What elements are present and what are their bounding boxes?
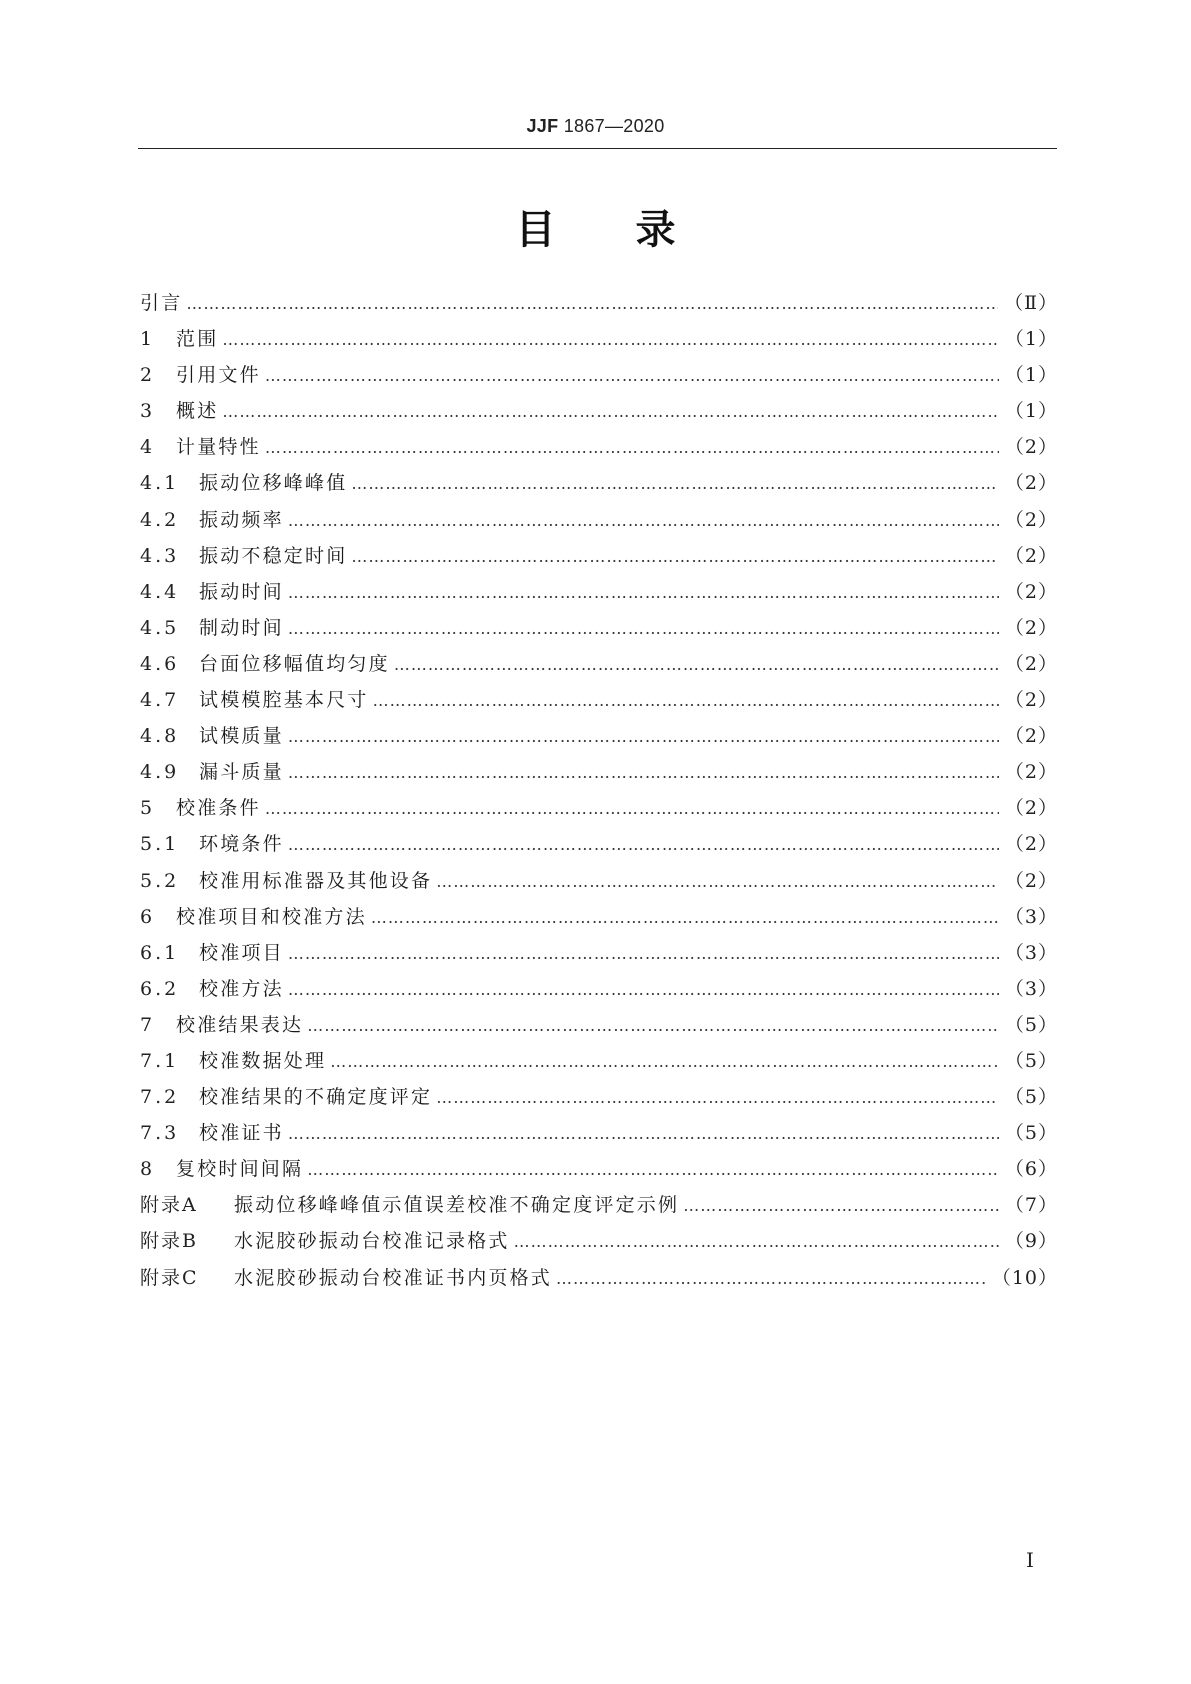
toc-entry-number: 7: [140, 1013, 156, 1036]
toc-entry-title: 漏斗质量: [199, 761, 284, 784]
toc-dot-leader: [288, 507, 999, 535]
toc-entry-page: （2）: [1004, 797, 1058, 820]
toc-entry-page: （7）: [1004, 1194, 1058, 1217]
toc-entry[interactable]: [140, 867, 1058, 903]
toc-dot-leader: [288, 579, 999, 607]
toc-entry[interactable]: [140, 903, 1058, 939]
toc-entry-page: （2）: [1004, 436, 1058, 459]
toc-entry-page: （5）: [1004, 1049, 1058, 1072]
toc-entry-title: 引用文件: [176, 364, 261, 387]
toc-entry-page: （1）: [1004, 400, 1058, 423]
toc-entry[interactable]: [140, 758, 1058, 794]
toc-entry-number: 4.3: [140, 544, 180, 567]
toc-entry[interactable]: [140, 1083, 1058, 1119]
toc-dot-leader: [351, 543, 999, 571]
toc-entry-page: （2）: [1004, 833, 1058, 856]
toc-entry-page: （5）: [1004, 1122, 1058, 1145]
toc-entry-title: 校准项目和校准方法: [176, 905, 367, 928]
footer-page-number: Ⅰ: [1026, 1548, 1034, 1572]
toc-entry[interactable]: [140, 722, 1058, 758]
toc-entry-page: （3）: [1004, 905, 1058, 928]
toc-entry-number: 6.2: [140, 977, 180, 1000]
toc-entry[interactable]: [140, 650, 1058, 686]
toc-entry-page: （2）: [1004, 652, 1058, 675]
toc-entry-page: （3）: [1004, 941, 1058, 964]
toc-entry-page: （2）: [1004, 472, 1058, 495]
toc-entry-page: （1）: [1004, 364, 1058, 387]
toc-entry-title: 校准项目: [199, 941, 284, 964]
toc-entry-number: 6: [140, 905, 156, 928]
toc-entry-title: 校准方法: [199, 977, 284, 1000]
toc-entry-number: 4.6: [140, 652, 180, 675]
toc-dot-leader: [683, 1192, 999, 1220]
header-divider: [138, 148, 1057, 149]
toc-entry[interactable]: [140, 614, 1058, 650]
toc-entry-page: （6）: [1004, 1158, 1058, 1181]
toc-entry-title: 校准用标准器及其他设备: [199, 869, 433, 892]
toc-entry-number: 附录B: [140, 1230, 198, 1253]
toc-entry-title: 计量特性: [176, 436, 261, 459]
toc-entry-page: （2）: [1004, 725, 1058, 748]
toc-dot-leader: [186, 290, 998, 318]
toc-entry-number: 1: [140, 328, 156, 351]
toc-entry-page: （5）: [1004, 1086, 1058, 1109]
toc-entry[interactable]: [140, 1191, 1058, 1227]
toc-entry[interactable]: [140, 1047, 1058, 1083]
toc-entry-title: 校准数据处理: [199, 1049, 327, 1072]
toc-entry-number: 4: [140, 436, 156, 459]
toc-entry-title: 水泥胶砂振动台校准记录格式: [234, 1230, 510, 1253]
toc-entry-number: 附录C: [140, 1266, 199, 1289]
toc-entry-title: 校准结果的不确定度评定: [199, 1086, 433, 1109]
toc-entry-title: 校准结果表达: [176, 1013, 304, 1036]
toc-entry-number: 4.2: [140, 508, 180, 531]
toc-dot-leader: [436, 1084, 999, 1112]
toc-entry-number: 5: [140, 797, 156, 820]
toc-entry-title: 台面位移幅值均匀度: [199, 652, 390, 675]
toc-entry-title: 试模模腔基本尺寸: [199, 689, 369, 712]
toc-entry-number: 2: [140, 364, 156, 387]
toc-entry-page: （2）: [1004, 544, 1058, 567]
toc-entry[interactable]: [140, 1011, 1058, 1047]
toc-entry-title: 振动时间: [199, 580, 284, 603]
toc-dot-leader: [307, 1012, 999, 1040]
page-title: 目录: [515, 207, 756, 253]
toc-dot-leader: [288, 976, 999, 1004]
toc-dot-leader: [288, 940, 999, 968]
toc-entry[interactable]: [140, 397, 1058, 433]
toc-entry-page: （Ⅱ）: [1004, 292, 1058, 314]
toc-entry[interactable]: [140, 578, 1058, 614]
toc-entry-title: 校准条件: [176, 797, 261, 820]
toc-entry-number: 4.5: [140, 616, 180, 639]
toc-dot-leader: [222, 398, 999, 426]
toc-entry-number: 6.1: [140, 941, 180, 964]
toc-entry-number: 4.7: [140, 689, 180, 712]
toc-entry[interactable]: [140, 830, 1058, 866]
toc-dot-leader: [288, 723, 999, 751]
toc-entry[interactable]: [140, 469, 1058, 505]
toc-entry[interactable]: [140, 1264, 1058, 1300]
toc-entry-title: 振动位移峰峰值示值误差校准不确定度评定示例: [234, 1194, 680, 1217]
toc-entry-number: 3: [140, 400, 156, 423]
toc-entry-title: 振动频率: [199, 508, 284, 531]
toc-entry[interactable]: [140, 325, 1058, 361]
toc-entry-number: 4.8: [140, 725, 180, 748]
toc-entry-page: （2）: [1004, 869, 1058, 892]
toc-dot-leader: [436, 868, 999, 896]
toc-entry-page: （1）: [1004, 328, 1058, 351]
toc-dot-leader: [222, 326, 999, 354]
toc-entry-title: 范围: [176, 328, 219, 351]
toc-dot-leader: [265, 434, 999, 462]
toc-entry-number: 8: [140, 1158, 156, 1181]
toc-entry[interactable]: [140, 506, 1058, 542]
toc-entry-title: 引言: [140, 292, 183, 314]
toc-entry-number: 7.2: [140, 1086, 180, 1109]
toc-dot-leader: [307, 1156, 999, 1184]
document-header: [0, 116, 1191, 137]
toc-dot-leader: [265, 362, 999, 390]
standard-code-number: 1867—2020: [563, 116, 665, 136]
toc-entry[interactable]: [140, 686, 1058, 722]
toc-entry[interactable]: [140, 433, 1058, 469]
toc-dot-leader: [265, 795, 999, 823]
standard-code-prefix: JJF: [526, 116, 559, 136]
toc-entry-number: 7.1: [140, 1049, 180, 1072]
toc-dot-leader: [330, 1048, 999, 1076]
toc-entry-title: 振动不稳定时间: [199, 544, 348, 567]
toc-entry-number: 7.3: [140, 1122, 180, 1145]
table-of-contents: [140, 289, 1058, 1300]
toc-entry-number: 5.1: [140, 833, 180, 856]
toc-dot-leader: [288, 759, 999, 787]
toc-entry[interactable]: [140, 1155, 1058, 1191]
toc-entry[interactable]: [140, 1119, 1058, 1155]
toc-entry-title: 复校时间间隔: [176, 1158, 304, 1181]
toc-entry-title: 制动时间: [199, 616, 284, 639]
toc-entry[interactable]: [140, 794, 1058, 830]
toc-entry-title: 水泥胶砂振动台校准证书内页格式: [234, 1266, 553, 1289]
toc-entry[interactable]: [140, 361, 1058, 397]
toc-entry-page: （2）: [1004, 580, 1058, 603]
toc-entry-title: 环境条件: [199, 833, 284, 856]
toc-entry-page: （10）: [991, 1266, 1058, 1289]
toc-dot-leader: [373, 687, 999, 715]
toc-entry-number: 5.2: [140, 869, 180, 892]
toc-dot-leader: [351, 470, 999, 498]
toc-entry-page: （3）: [1004, 977, 1058, 1000]
toc-entry-number: 4.4: [140, 580, 180, 603]
toc-entry-page: （2）: [1004, 761, 1058, 784]
toc-dot-leader: [288, 615, 999, 643]
toc-dot-leader: [371, 904, 999, 932]
toc-entry[interactable]: [140, 289, 1058, 325]
toc-entry[interactable]: [140, 939, 1058, 975]
toc-entry-title: 振动位移峰峰值: [199, 472, 348, 495]
toc-dot-leader: [514, 1228, 999, 1256]
toc-entry-page: （9）: [1004, 1230, 1058, 1253]
toc-entry-title: 概述: [176, 400, 219, 423]
toc-entry-page: （2）: [1004, 508, 1058, 531]
toc-entry[interactable]: [140, 1227, 1058, 1263]
toc-entry-number: 附录A: [140, 1194, 198, 1217]
toc-entry[interactable]: [140, 975, 1058, 1011]
toc-dot-leader: [394, 651, 999, 679]
toc-entry-title: 校准证书: [199, 1122, 284, 1145]
toc-entry-page: （2）: [1004, 689, 1058, 712]
toc-entry-number: 4.9: [140, 761, 180, 784]
toc-entry-page: （2）: [1004, 616, 1058, 639]
toc-dot-leader: [288, 831, 999, 859]
toc-dot-leader: [288, 1120, 999, 1148]
toc-entry-title: 试模质量: [199, 725, 284, 748]
toc-entry-number: 4.1: [140, 472, 180, 495]
toc-entry[interactable]: [140, 542, 1058, 578]
toc-dot-leader: [556, 1265, 986, 1293]
toc-entry-page: （5）: [1004, 1013, 1058, 1036]
